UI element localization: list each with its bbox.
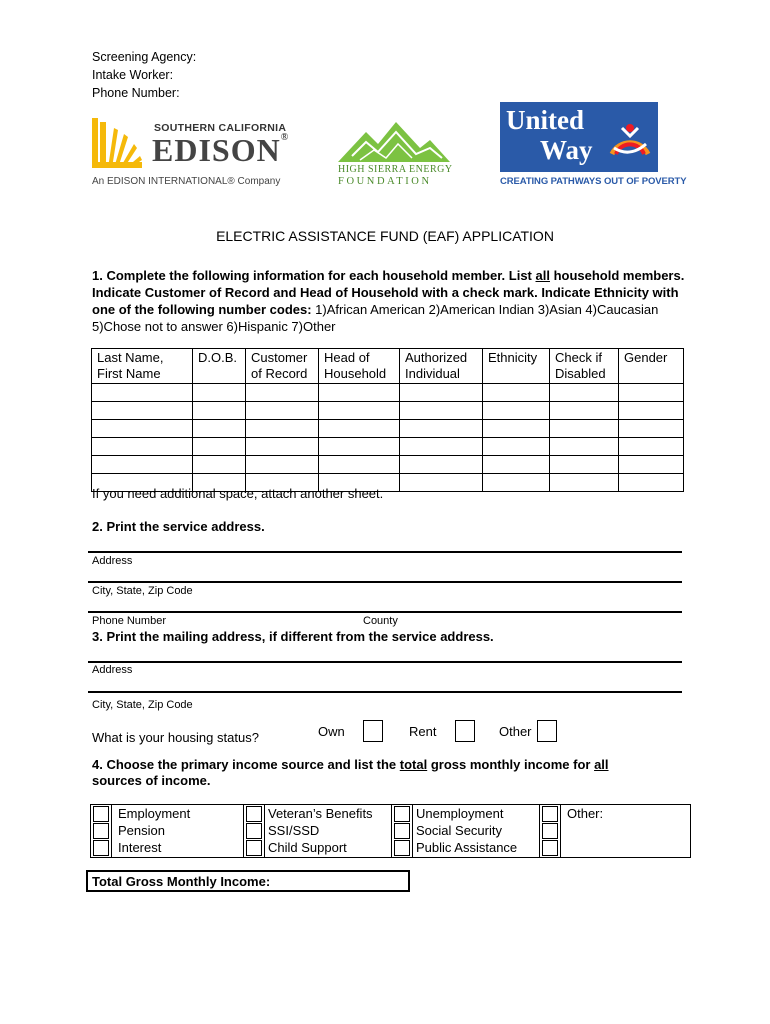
housing-other-label: Other	[499, 724, 532, 739]
table-row[interactable]	[92, 402, 684, 420]
employment-label: Employment	[118, 806, 191, 821]
income-labels-column-2	[265, 805, 392, 858]
service-city-line[interactable]	[88, 581, 682, 583]
income-labels-column-3	[413, 805, 540, 858]
table-row[interactable]	[92, 420, 684, 438]
mailing-address-label: Address	[92, 664, 133, 676]
service-city-label: City, State, Zip Code	[92, 585, 193, 597]
table-header-row	[92, 349, 684, 384]
mailing-address-line[interactable]	[88, 661, 682, 663]
housing-other-checkbox[interactable]	[537, 720, 557, 742]
housing-own-label: Own	[318, 724, 345, 739]
united-way-logo	[500, 102, 687, 190]
interest-label: Interest	[118, 840, 162, 855]
public-assistance-checkbox[interactable]	[394, 840, 410, 856]
other-income-checkbox-1[interactable]	[542, 806, 558, 822]
sce-logo	[92, 116, 292, 188]
column-header-authorized-individual: Authorized Individual	[400, 349, 483, 384]
column-header-customer-of-record: Customer of Record	[246, 349, 319, 384]
section1-instructions: 1. Complete the following information for each household member. List all household members. Indicate Customer of Record and Head of Household with a check mark. Indicate Ethnicity with one of the following number codes: 1)African American 2)American Indian 3)Asian 4)Caucasian 5)Chose not to answer 6)Hispanic 7)Other	[92, 268, 685, 334]
sce-sunburst-icon	[92, 118, 142, 168]
income-checkbox-column-2	[244, 805, 265, 858]
unemployment-label: Unemployment	[416, 806, 504, 821]
phone-number-label: Phone Number:	[92, 86, 180, 100]
public-assistance-label: Public Assistance	[416, 840, 518, 855]
pension-checkbox[interactable]	[93, 823, 109, 839]
hsef-logo-line2: FOUNDATION	[338, 176, 432, 187]
employment-checkbox[interactable]	[93, 806, 109, 822]
income-checkbox-column-3	[392, 805, 413, 858]
ssi-ssd-checkbox[interactable]	[246, 823, 262, 839]
service-address-line[interactable]	[88, 551, 682, 553]
united-way-line2: Way	[540, 135, 593, 165]
screening-agency-label: Screening Agency:	[92, 50, 197, 64]
sce-logo-line2: EDISON®	[152, 132, 290, 168]
other-income-checkbox-2[interactable]	[542, 823, 558, 839]
total-gross-monthly-income-field[interactable]	[86, 870, 410, 892]
social-security-checkbox[interactable]	[394, 823, 410, 839]
income-checkbox-column-1	[91, 805, 112, 858]
united-way-line1: United	[506, 105, 585, 135]
housing-status-question: What is your housing status?	[92, 730, 259, 745]
housing-rent-label: Rent	[409, 724, 437, 739]
united-way-tagline: CREATING PATHWAYS OUT OF POVERTY	[500, 176, 687, 187]
hsef-logo-line1: HIGH SIERRA ENERGY	[338, 164, 453, 175]
sce-logo-tagline: An EDISON INTERNATIONAL® Company	[92, 176, 281, 187]
mountain-icon	[338, 120, 450, 164]
household-members-table	[91, 348, 684, 492]
column-header-dob: D.O.B.	[193, 349, 246, 384]
mailing-city-line[interactable]	[88, 691, 682, 693]
page-title: ELECTRIC ASSISTANCE FUND (EAF) APPLICATION	[216, 228, 554, 244]
column-header-gender: Gender	[619, 349, 684, 384]
child-support-label: Child Support	[268, 840, 347, 855]
table-row[interactable]	[92, 384, 684, 402]
agency-header	[92, 48, 196, 102]
veterans-benefits-checkbox[interactable]	[246, 806, 262, 822]
additional-space-note: If you need additional space, attach another sheet.	[92, 486, 384, 501]
housing-rent-checkbox[interactable]	[455, 720, 475, 742]
pension-label: Pension	[118, 823, 165, 838]
section4-heading: 4. Choose the primary income source and list the total gross monthly income for all sources of income.	[92, 757, 609, 788]
other-income-checkbox-3[interactable]	[542, 840, 558, 856]
helping-hand-icon	[608, 114, 652, 158]
income-checkbox-column-4	[540, 805, 561, 858]
veterans-benefits-label: Veteran’s Benefits	[268, 806, 373, 821]
ssi-ssd-label: SSI/SSD	[268, 823, 320, 838]
social-security-label: Social Security	[416, 823, 502, 838]
child-support-checkbox[interactable]	[246, 840, 262, 856]
service-phone-line[interactable]	[88, 611, 682, 613]
section3-heading: 3. Print the mailing address, if different from the service address.	[92, 629, 494, 644]
hsef-logo	[336, 120, 456, 192]
total-income-label: Total Gross Monthly Income:	[92, 874, 271, 889]
income-labels-column-1	[112, 805, 244, 858]
other-income-field[interactable]	[561, 805, 691, 858]
mailing-city-label: City, State, Zip Code	[92, 699, 193, 711]
column-header-disabled: Check if Disabled	[550, 349, 619, 384]
sce-logo-line1: SOUTHERN CALIFORNIA	[154, 122, 287, 134]
intake-worker-label: Intake Worker:	[92, 68, 174, 82]
county-field-label: County	[363, 615, 398, 627]
interest-checkbox[interactable]	[93, 840, 109, 856]
other-income-label: Other:	[567, 806, 604, 821]
unemployment-checkbox[interactable]	[394, 806, 410, 822]
section2-heading: 2. Print the service address.	[92, 519, 265, 534]
table-row[interactable]	[92, 438, 684, 456]
phone-number-field-label: Phone Number	[92, 615, 166, 627]
income-sources-table	[90, 804, 691, 858]
table-row[interactable]	[92, 456, 684, 474]
column-header-ethnicity: Ethnicity	[483, 349, 550, 384]
housing-own-checkbox[interactable]	[363, 720, 383, 742]
service-address-label: Address	[92, 555, 133, 567]
column-header-head-of-household: Head of Household	[319, 349, 400, 384]
column-header-name: Last Name, First Name	[92, 349, 193, 384]
